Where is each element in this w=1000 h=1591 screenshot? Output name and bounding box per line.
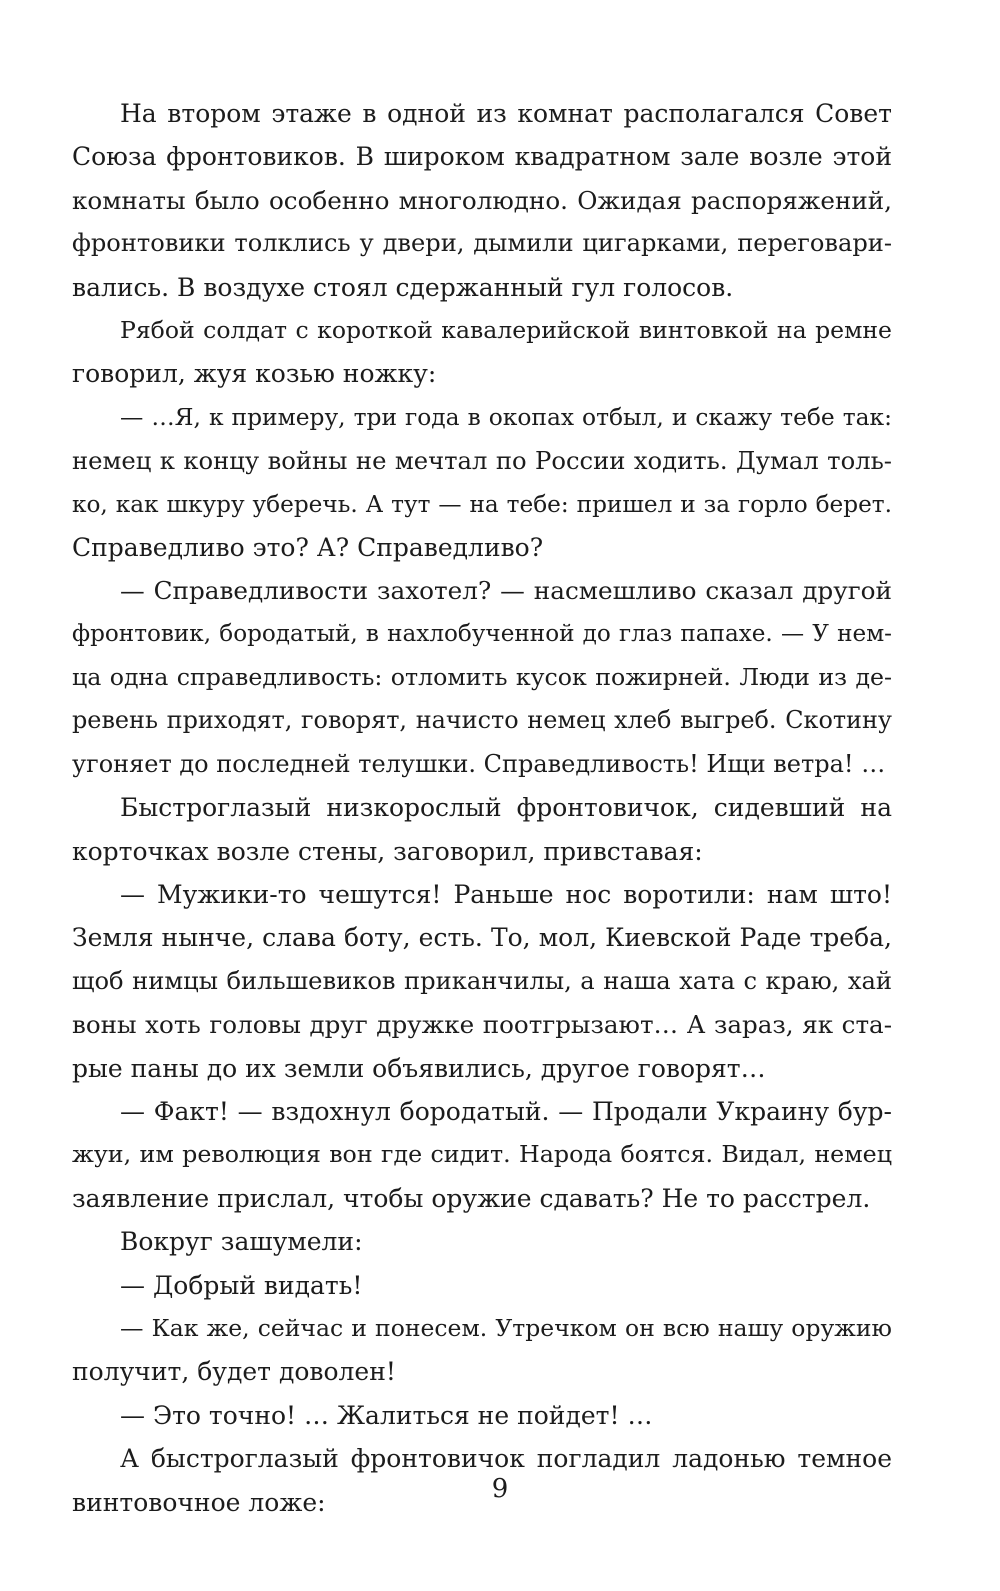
text-line: — Как же, сейчас и понесем. Утречком он всю нашу оружию [120, 1313, 892, 1342]
text-line: немец к концу войны не мечтал по России ходить. Думал толь- [72, 446, 892, 476]
text-line: — Это точно! … Жалиться не пойдет! … [120, 1400, 653, 1430]
text-line: Вокруг зашумели: [120, 1227, 363, 1257]
text-line: ца одна справедливость: отломить кусок пожирней. Люди из де- [72, 663, 892, 692]
text-line: говорил, жуя козью ножку: [72, 359, 437, 389]
paragraph [72, 1394, 892, 1437]
text-line: вались. В воздухе стоял сдержанный гул голосов. [72, 272, 734, 302]
paragraph [72, 873, 892, 1090]
page-number: 9 [491, 1474, 509, 1504]
text-line: фронтовик, бородатый, в нахлобученной до глаз папахе. — У нем- [72, 620, 892, 647]
text-line: — …Я, к примеру, три года в окопах отбыл, и скажу тебе так: [120, 402, 892, 431]
paragraph [72, 396, 892, 570]
text-line: А быстроглазый фронтовичок погладил ладонью темное [120, 1444, 892, 1474]
text-line: Справедливо это? А? Справедливо? [72, 532, 544, 562]
text-line: получит, будет доволен! [72, 1357, 396, 1387]
text-line: комнаты было особенно многолюдно. Ожидая распоряжений, [72, 185, 892, 215]
text-line: воны хоть головы друг дружке поотгрызают… А зараз, як ста- [72, 1010, 892, 1040]
text-line: корточках возле стены, заговорил, привставая: [72, 836, 703, 866]
paragraph [72, 569, 892, 786]
text-line: винтовочное ложе: [72, 1487, 326, 1517]
text-line: угоняет до последней телушки. Справедливость! Ищи ветра! … [72, 749, 886, 778]
text-line: ревень приходят, говорят, начисто немец хлеб выгреб. Скотину [72, 706, 892, 735]
text-line: На втором этаже в одной из комнат располагался Совет [120, 99, 892, 128]
text-line: — Мужики-то чешутся! Раньше нос воротили: нам што! [120, 880, 892, 910]
paragraph [72, 92, 892, 309]
text-line: Рябой солдат с короткой кавалерийской винтовкой на ремне [120, 315, 892, 344]
text-line: фронтовики толклись у двери, дымили цигарками, переговари- [72, 229, 892, 258]
text-line: — Факт! — вздохнул бородатый. — Продали Украину бур- [120, 1096, 892, 1126]
paragraph [72, 1090, 892, 1220]
paragraph [72, 1264, 892, 1307]
text-line: Земля нынче, слава боту, есть. То, мол, Киевской Раде треба, [72, 923, 892, 953]
text-line: жуи, им революция вон где сидит. Народа боятся. Видал, немец [72, 1140, 892, 1169]
text-line: рые паны до их земли объявились, другое говорят… [72, 1053, 766, 1083]
text-line: ко, как шкуру уберечь. А тут — на тебе: пришел и за горло берет. [72, 490, 892, 518]
text-line: — Добрый видать! [120, 1270, 363, 1300]
text-block [72, 92, 892, 1524]
paragraph [72, 1307, 892, 1394]
text-line: щоб нимцы бильшевиков приканчилы, а наша хата с краю, хай [72, 966, 892, 995]
text-line: — Справедливости захотел? — насмешливо сказал другой [120, 576, 892, 606]
text-line: Быстроглазый низкорослый фронтовичок, сидевший на [120, 793, 892, 823]
paragraph [72, 786, 892, 873]
paragraph [72, 1220, 892, 1263]
paragraph [72, 309, 892, 396]
text-line: заявление прислал, чтобы оружие сдавать? Не то расстрел. [72, 1183, 871, 1213]
text-line: Союза фронтовиков. В широком квадратном зале возле этой [72, 142, 892, 172]
